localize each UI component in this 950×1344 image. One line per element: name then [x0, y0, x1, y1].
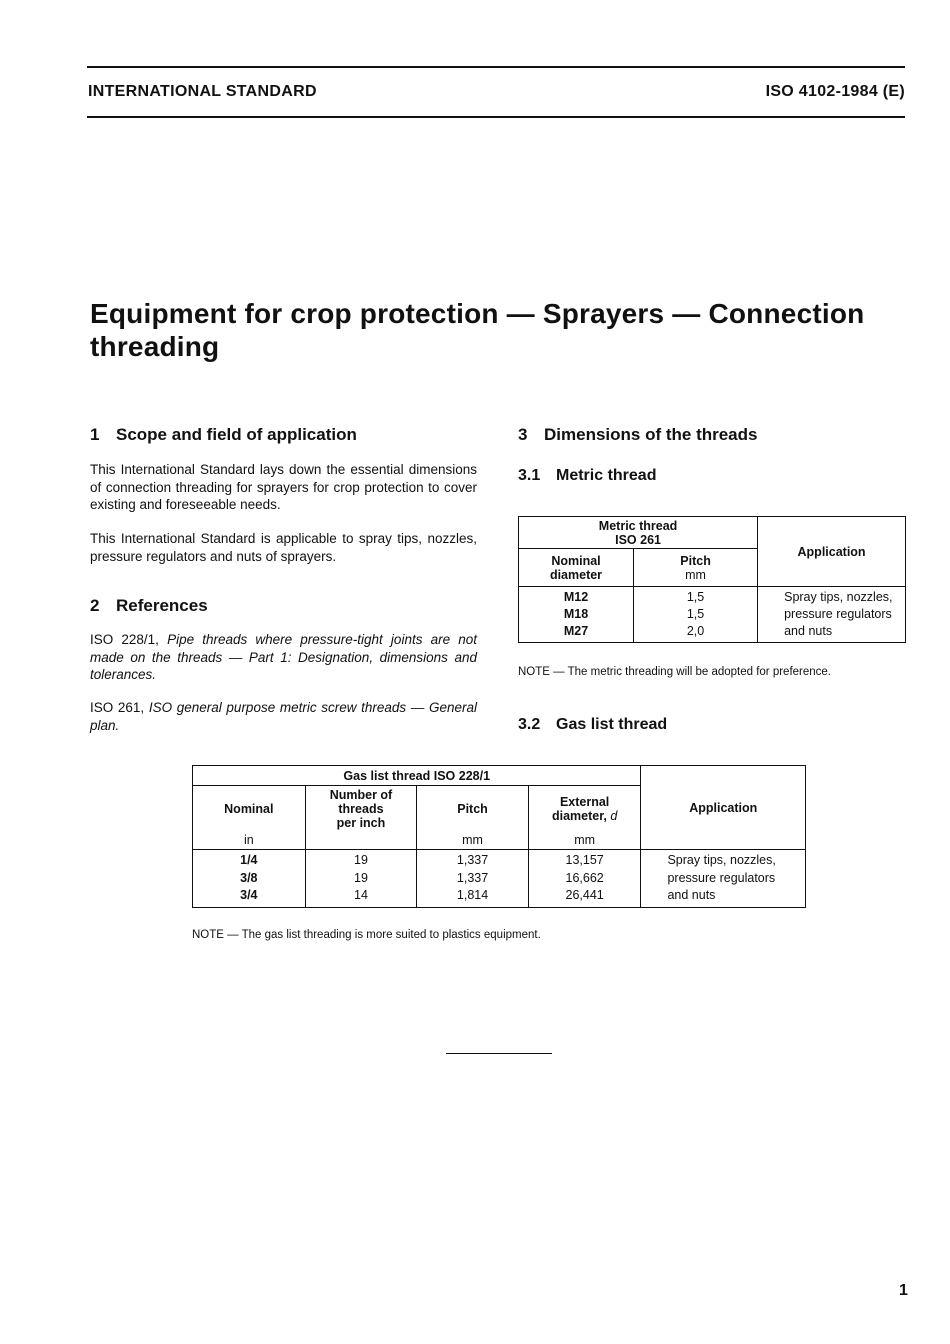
column-header-threads-per-inch [305, 786, 417, 832]
table-cell: 1,5 [686, 590, 705, 604]
reference-iso-261 [90, 699, 477, 734]
table-cell: M18 [563, 607, 589, 621]
column-header-nominal: Nominal [193, 786, 306, 832]
column-header-pitch [634, 549, 758, 587]
reference-code: ISO 228/1, [90, 632, 159, 647]
section-number: 1 [90, 425, 100, 444]
section-1-heading [90, 425, 357, 445]
gas-list-thread-note: NOTE — The gas list threading is more suited to plastics equipment. [192, 929, 541, 941]
section-3-1-heading [518, 467, 656, 485]
section-title: Metric thread [556, 467, 657, 484]
application-cell [758, 587, 906, 643]
pitch-cell [634, 587, 758, 643]
header-left-label: INTERNATIONAL STANDARD [88, 83, 317, 100]
table-cell: pressure regulators [784, 607, 892, 621]
header-line: Number of [329, 787, 393, 802]
table-cell: M12 [563, 590, 589, 604]
scope-paragraph-2: This International Standard is applicable to spray tips, nozzles, pressure regulators and nuts of sprayers. [90, 531, 477, 564]
unit-pitch: mm [417, 832, 529, 850]
reference-title: ISO general purpose metric screw threads — General plan. [90, 700, 477, 733]
table-cell: 14 [354, 888, 368, 903]
section-2-heading [90, 596, 208, 616]
end-of-text-rule [446, 1053, 552, 1054]
header-line: Pitch [680, 553, 711, 568]
column-header-nominal-diameter [519, 549, 634, 587]
table-cell: 19 [354, 870, 368, 885]
unit-threads [305, 832, 417, 850]
section-title: Scope and field of application [116, 425, 357, 444]
gas-list-group-header: Gas list thread ISO 228/1 [193, 766, 641, 786]
reference-title: Pipe threads where pressure-tight joints are not made on the threads — Part 1: Designation, dimensions and tolerances. [90, 632, 477, 682]
title-line-2: threading [90, 331, 220, 362]
section-title: Gas list thread [556, 716, 668, 733]
external-diameter-cell [528, 850, 641, 908]
metric-thread-note: NOTE — The metric threading will be adopted for preference. [518, 666, 831, 678]
header-line: per inch [336, 815, 386, 830]
table-cell: pressure regulators [667, 870, 776, 885]
group-header-line: Metric thread [598, 518, 678, 533]
header-text: diameter, [551, 808, 607, 823]
document-title [90, 297, 905, 363]
pitch-cell [417, 850, 529, 908]
header-line: Nominal [551, 553, 601, 568]
reference-iso-228-1 [90, 631, 477, 684]
table-cell: 2,0 [686, 624, 705, 638]
table-cell: Spray tips, nozzles, [784, 590, 893, 604]
table-cell: 3/4 [240, 888, 258, 903]
header-line: External [559, 794, 610, 809]
section-title: References [116, 596, 208, 615]
group-header-line: ISO 261 [615, 532, 661, 547]
section-title: Dimensions of the threads [544, 425, 758, 444]
metric-thread-table [518, 516, 906, 643]
table-cell: 26,441 [565, 888, 604, 903]
table-cell: 1,5 [686, 607, 705, 621]
column-header-application: Application [641, 766, 806, 850]
header-line [533, 809, 637, 823]
title-line-1: Equipment for crop protection — Sprayers — Connection [90, 298, 865, 329]
table-cell: 1,337 [456, 853, 489, 868]
table-cell: 1,337 [456, 870, 489, 885]
header-unit: mm [685, 567, 706, 582]
table-cell: M27 [563, 624, 589, 638]
unit-nominal: in [193, 832, 306, 850]
gas-list-thread-table [192, 765, 806, 908]
section-number: 2 [90, 596, 100, 615]
column-header-external-diameter [528, 786, 641, 832]
nominal-cell [193, 850, 306, 908]
column-header-application: Application [758, 517, 906, 587]
header-standard-number: ISO 4102-1984 (E) [765, 83, 905, 100]
table-cell: 1,814 [456, 888, 489, 903]
section-number: 3 [518, 425, 528, 444]
section-number: 3.2 [518, 716, 541, 733]
column-header-pitch: Pitch [417, 786, 529, 832]
header-symbol: d [610, 808, 618, 823]
metric-group-header [519, 517, 758, 549]
table-cell: and nuts [667, 888, 716, 903]
header-line: diameter [549, 567, 603, 582]
reference-code: ISO 261, [90, 700, 145, 715]
table-cell: 19 [354, 853, 368, 868]
table-cell: 16,662 [565, 870, 604, 885]
table-cell: 13,157 [565, 853, 604, 868]
application-cell [641, 850, 806, 908]
table-cell: and nuts [784, 624, 833, 638]
unit-external-diameter: mm [528, 832, 641, 850]
header-line: threads [338, 801, 384, 816]
table-cell: Spray tips, nozzles, [667, 853, 776, 868]
table-cell: 1/4 [240, 853, 258, 868]
section-3-2-heading [518, 716, 667, 734]
header-top-rule [87, 66, 905, 68]
header-bottom-rule [87, 116, 905, 118]
nominal-diameter-cell [519, 587, 634, 643]
scope-paragraph-1: This International Standard lays down the essential dimensions of connection threading for sprayers for crop protection to cover existing and foreseeable needs. [90, 462, 477, 512]
page-number: 1 [899, 1282, 909, 1299]
threads-cell [305, 850, 417, 908]
section-number: 3.1 [518, 467, 541, 484]
section-3-heading [518, 425, 757, 445]
table-cell: 3/8 [240, 870, 258, 885]
